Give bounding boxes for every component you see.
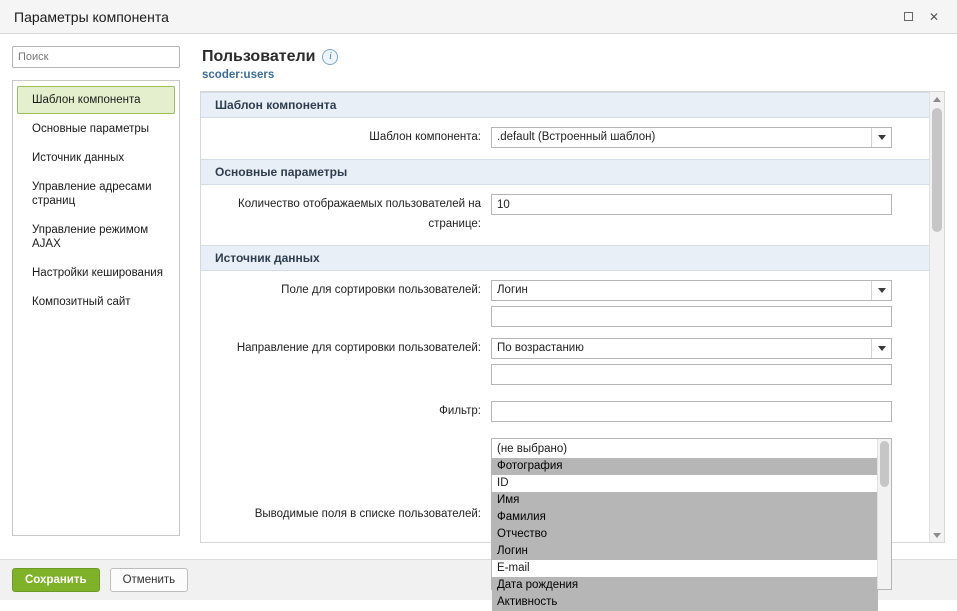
listbox-scrollbar-thumb[interactable] bbox=[880, 441, 889, 487]
close-icon[interactable]: ✕ bbox=[928, 9, 940, 24]
listbox-scrollbar[interactable] bbox=[877, 439, 891, 589]
sidebar-item-label: Управление адресами страниц bbox=[32, 181, 152, 207]
field-row-output-fields bbox=[201, 424, 930, 608]
list-item[interactable]: Имя bbox=[492, 492, 878, 509]
sidebar-item-data-source[interactable] bbox=[17, 144, 175, 172]
sidebar-item-label: Шаблон компонента bbox=[32, 94, 141, 106]
section-heading-datasource: Источник данных bbox=[201, 245, 930, 271]
sort-field-custom-input[interactable] bbox=[491, 306, 892, 327]
chevron-down-icon[interactable] bbox=[871, 339, 891, 358]
sidebar-item-label: Настройки кеширования bbox=[32, 267, 163, 279]
settings-panel bbox=[200, 91, 945, 608]
section-heading-main: Основные параметры bbox=[201, 159, 930, 185]
window-title: Параметры компонента bbox=[14, 8, 169, 25]
field-row-sort-direction bbox=[201, 329, 930, 387]
template-select-value: .default (Встроенный шаблон) bbox=[497, 131, 656, 143]
sort-direction-select[interactable] bbox=[491, 338, 892, 359]
sort-direction-label: Направление для сортировки пользователей: bbox=[236, 342, 481, 354]
list-item[interactable]: Логин bbox=[492, 543, 878, 560]
sidebar-item-label: Основные параметры bbox=[32, 123, 150, 135]
chevron-down-icon[interactable] bbox=[871, 128, 891, 147]
output-fields-options bbox=[492, 439, 878, 608]
filter-input[interactable] bbox=[491, 401, 892, 422]
scroll-up-icon[interactable] bbox=[930, 92, 944, 106]
sidebar-nav-list bbox=[12, 80, 180, 536]
sidebar-item-label: Управление режимом AJAX bbox=[32, 224, 149, 250]
square-icon[interactable] bbox=[895, 6, 921, 28]
list-item[interactable]: Отчество bbox=[492, 526, 878, 543]
list-item[interactable]: ID bbox=[497, 477, 509, 489]
sidebar-item-main-params[interactable] bbox=[17, 115, 175, 143]
template-label: Шаблон компонента: bbox=[369, 131, 481, 143]
list-item[interactable]: Активность bbox=[492, 594, 878, 611]
section-heading-template: Шаблон компонента bbox=[201, 92, 930, 118]
sort-direction-custom-input[interactable] bbox=[491, 364, 892, 385]
settings-scroll-area bbox=[201, 92, 930, 608]
sort-field-select[interactable] bbox=[491, 280, 892, 301]
sort-field-select-value: Логин bbox=[497, 284, 528, 296]
user-count-input[interactable] bbox=[491, 194, 892, 215]
scroll-down-icon[interactable] bbox=[930, 528, 944, 542]
list-item[interactable]: (не выбрано) bbox=[497, 443, 568, 455]
list-item[interactable]: Дата рождения bbox=[492, 577, 878, 594]
sidebar-item-template[interactable] bbox=[17, 86, 175, 114]
user-count-label: Количество отображаемых пользователей на странице: bbox=[238, 198, 481, 230]
search-input[interactable] bbox=[12, 46, 180, 68]
panel-scrollbar-thumb[interactable] bbox=[932, 108, 942, 232]
sidebar-item-composite-site[interactable] bbox=[17, 288, 175, 316]
page-header bbox=[202, 48, 945, 66]
save-button[interactable]: Сохранить bbox=[12, 568, 100, 592]
page-title: Пользователи bbox=[202, 48, 316, 65]
component-name: scoder:users bbox=[202, 69, 275, 81]
sidebar-item-cache-settings[interactable] bbox=[17, 259, 175, 287]
settings-main bbox=[190, 34, 957, 608]
sidebar-item-label: Источник данных bbox=[32, 152, 125, 164]
sort-field-label: Поле для сортировки пользователей: bbox=[281, 284, 481, 296]
sort-direction-select-value: По возрастанию bbox=[497, 342, 584, 354]
list-item[interactable]: Фотография bbox=[492, 458, 878, 475]
sidebar-item-label: Композитный сайт bbox=[32, 296, 131, 308]
chevron-down-icon[interactable] bbox=[871, 281, 891, 300]
output-fields-label: Выводимые поля в списке пользователей: bbox=[254, 508, 481, 520]
list-item[interactable]: Фамилия bbox=[492, 509, 878, 526]
cancel-button[interactable]: Отменить bbox=[110, 568, 189, 592]
window-titlebar bbox=[0, 0, 957, 34]
field-row-template bbox=[201, 118, 930, 150]
sidebar-item-ajax-mode[interactable] bbox=[17, 216, 175, 258]
field-row-filter bbox=[201, 387, 930, 424]
list-item[interactable]: E-mail bbox=[497, 562, 530, 574]
template-select[interactable] bbox=[491, 127, 892, 148]
sidebar-item-page-addresses[interactable] bbox=[17, 173, 175, 215]
panel-scrollbar[interactable] bbox=[929, 92, 944, 542]
info-icon[interactable]: i bbox=[322, 49, 338, 65]
settings-sidebar bbox=[0, 34, 190, 559]
output-fields-listbox[interactable] bbox=[491, 438, 892, 608]
filter-label: Фильтр: bbox=[439, 405, 481, 417]
field-row-user-count bbox=[201, 185, 930, 236]
field-row-sort-field bbox=[201, 271, 930, 329]
